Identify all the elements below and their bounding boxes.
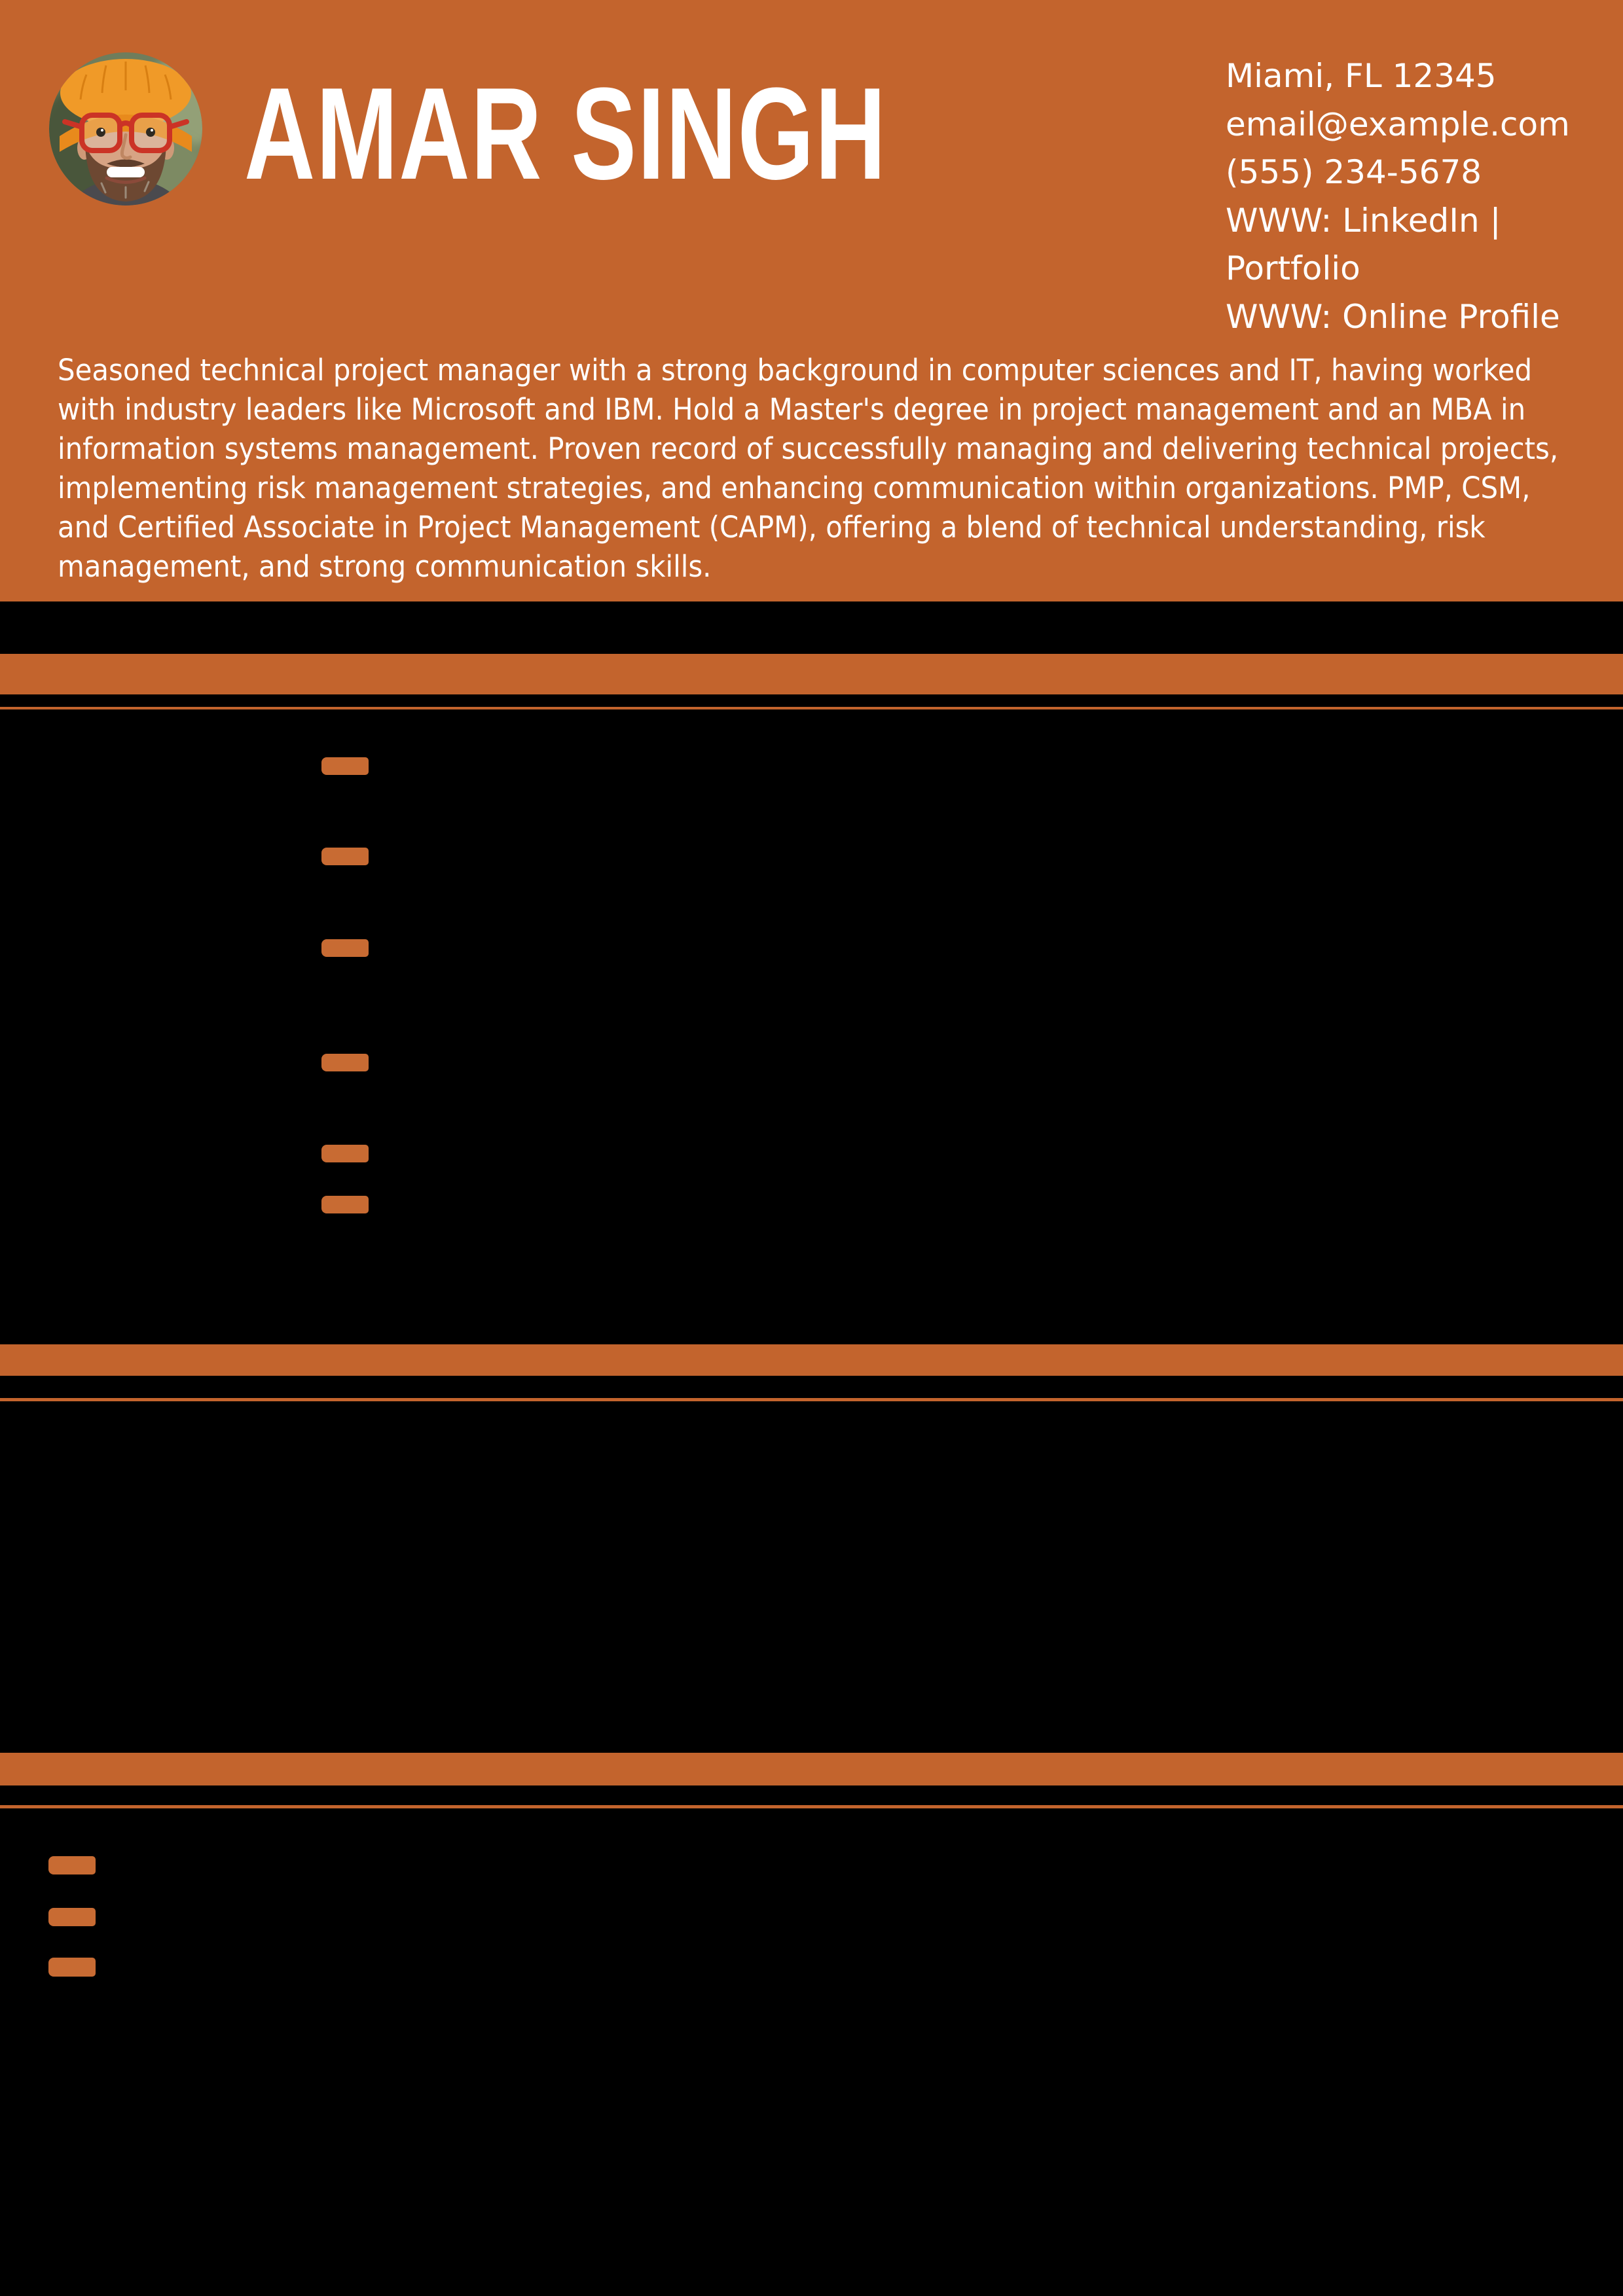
contact-online-profile[interactable]: WWW: Online Profile bbox=[1226, 297, 1560, 336]
redacted-section-1-title-bar bbox=[0, 601, 1623, 654]
bullet-dash-icon bbox=[321, 1054, 369, 1071]
bullet-dash-icon bbox=[48, 1958, 96, 1977]
professional-summary: Seasoned technical project manager with a strong background in computer sciences and IT, having worked with industry leaders like Microsoft and IBM. Hold a Master's degree in project management and an MBA in information systems management. Proven record of successfully managing and delivering technical projects, implementing risk management strategies, and enhancing communication within organizations. PMP, CSM, and Certified Associate in Project Management (CAPM), offering a blend of technical understanding, risk management, and strong communication skills. bbox=[58, 353, 1559, 584]
contact-location: Miami, FL 12345 bbox=[1226, 57, 1497, 95]
redacted-section-2-content-block bbox=[0, 1401, 1623, 1753]
bullet-dash-icon bbox=[321, 1145, 369, 1162]
candidate-name bbox=[244, 61, 1101, 207]
profile-photo bbox=[49, 52, 202, 206]
bullet-dash-icon bbox=[321, 1196, 369, 1213]
profile-photo-icon bbox=[49, 52, 202, 206]
bullet-dash-icon bbox=[321, 939, 369, 957]
bullet-dash-icon bbox=[48, 1856, 96, 1874]
bullet-dash-icon bbox=[321, 848, 369, 865]
bullet-dash-icon bbox=[48, 1908, 96, 1926]
bullet-dash-icon bbox=[321, 757, 369, 775]
redacted-section-1-subtitle-bar bbox=[0, 694, 1623, 707]
contact-phone: (555) 234-5678 bbox=[1226, 153, 1482, 191]
candidate-name-text: AMAR SINGH bbox=[244, 61, 887, 207]
contact-email[interactable]: email@example.com bbox=[1226, 105, 1570, 143]
contact-links[interactable]: WWW: LinkedIn | Portfolio bbox=[1226, 201, 1501, 287]
contact-info bbox=[1226, 52, 1596, 341]
redacted-section-3-title-bar bbox=[0, 1785, 1623, 1805]
redacted-section-2-title-bar bbox=[0, 1376, 1623, 1398]
redacted-section-3-content-block bbox=[0, 1808, 1623, 2296]
redacted-section-1-content-block bbox=[0, 709, 1623, 1344]
